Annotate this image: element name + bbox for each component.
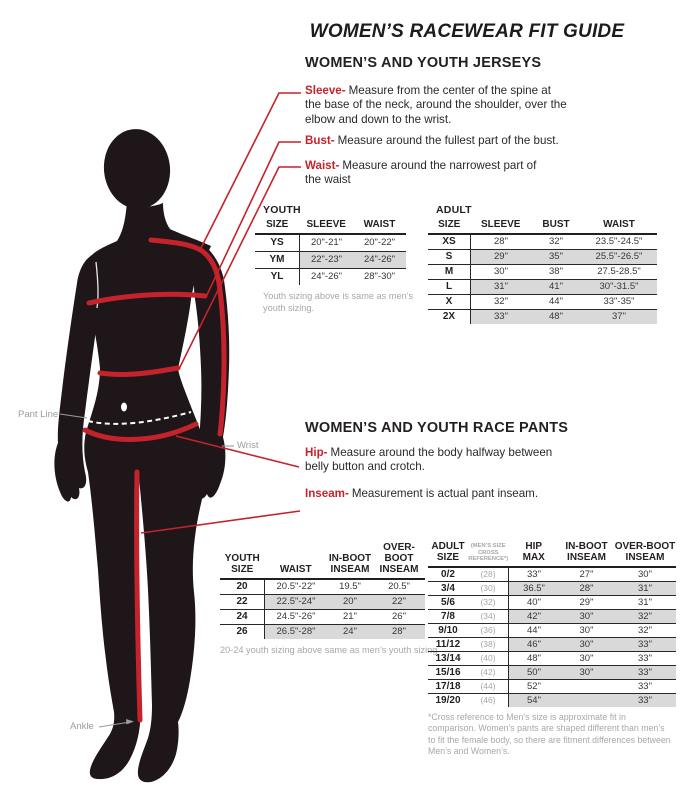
waist-term: Waist-: [305, 159, 340, 172]
table-row: [428, 637, 676, 651]
table-row: [220, 609, 425, 624]
table-cell: X: [428, 294, 471, 309]
table-cell: 15/16: [435, 666, 461, 678]
table-cell: 30"-31.5": [581, 279, 657, 294]
table-cell: (28): [468, 567, 509, 581]
table-cell: 46": [509, 637, 560, 651]
table-cell: (40): [468, 651, 509, 665]
table-cell: 5/6: [441, 596, 455, 608]
table-cell: YL: [255, 268, 300, 285]
table-cell: (32): [468, 595, 509, 609]
table-cell: 28"-30": [363, 271, 396, 283]
table-row: [428, 595, 676, 609]
table-cell: 22: [220, 594, 265, 609]
table-cell: 30": [559, 665, 614, 679]
youth-pants-table-block: [220, 542, 438, 657]
table-cell: 33": [614, 637, 676, 651]
table-cell: 36.5": [509, 581, 560, 595]
table-cell: 17/18: [435, 680, 461, 692]
table-cell: 24": [327, 624, 373, 639]
table-cell: 31": [638, 596, 652, 608]
table-cell: 24"-26": [353, 251, 406, 268]
table-cell: 29": [579, 596, 594, 608]
table-cell: 27.5-28.5": [597, 266, 641, 277]
table-cell: XS: [428, 234, 471, 249]
column-header: SIZE: [438, 219, 461, 230]
table-cell: 35": [531, 249, 581, 264]
wrist-label: Wrist: [237, 440, 259, 451]
table-cell: 30": [579, 624, 594, 636]
page-title: WOMEN’S RACEWEAR FIT GUIDE: [309, 21, 625, 42]
table-cell: 2X: [428, 309, 471, 324]
table-cell: 24"-26": [310, 271, 343, 283]
table-cell: 33": [527, 568, 541, 580]
table-cell: 30": [559, 637, 614, 651]
bust-term: Bust-: [305, 134, 335, 147]
adult-pants-size-table: [428, 541, 676, 707]
table-cell: (30): [468, 581, 509, 595]
table-cell: [559, 679, 614, 693]
table-row: [428, 309, 657, 324]
hip-term: Hip-: [305, 446, 328, 459]
table-cell: 32": [549, 236, 563, 248]
table-cell: 30": [559, 609, 614, 623]
table-cell: (46): [468, 693, 509, 707]
table-cell: 28": [373, 624, 425, 639]
table-cell: 30": [579, 652, 594, 664]
youth-pants-size-table: [220, 542, 425, 639]
table-cell: 11/12: [435, 638, 461, 650]
table-row: [428, 623, 676, 637]
table-cell: 33": [638, 680, 652, 692]
pant-line-label: Pant Line: [18, 409, 59, 420]
table-row: [255, 234, 406, 251]
adult-pants-table-block: [428, 541, 678, 758]
table-cell: 28": [494, 236, 508, 248]
table-cell: 33"-35": [603, 296, 635, 307]
table-row: [428, 679, 676, 693]
column-header: OVER-BOOT INSEAM: [614, 541, 676, 563]
table-row: [428, 279, 657, 294]
hip-measure-text: [305, 446, 573, 475]
table-row: [428, 234, 657, 249]
adult-jersey-caption: ADULT: [436, 204, 472, 216]
table-cell: 9/10: [438, 624, 458, 636]
table-cell: 42": [509, 609, 560, 623]
table-header-row: [428, 541, 676, 567]
table-cell: 31": [614, 581, 676, 595]
column-header: SIZE: [266, 219, 289, 230]
table-row: [428, 609, 676, 623]
table-cell: 33": [471, 309, 532, 324]
column-header: (MEN’S SIZE CROSS REFERENCE*): [468, 543, 509, 563]
table-row: [428, 567, 676, 581]
column-header: WAIST: [603, 219, 635, 230]
column-header: SLEEVE: [306, 219, 346, 230]
table-cell: S: [428, 249, 471, 264]
table-row: [220, 579, 425, 594]
column-header: OVER-BOOT INSEAM: [379, 542, 419, 575]
table-cell: (42): [468, 665, 509, 679]
table-row: [428, 651, 676, 665]
table-cell: 20": [327, 594, 373, 609]
column-header: HIP MAX: [522, 541, 545, 563]
sleeve-measure-text: [305, 84, 567, 127]
table-row: [428, 264, 657, 279]
table-cell: 25.5"-26.5": [581, 249, 657, 264]
table-cell: 38": [549, 266, 563, 277]
youth-jersey-note: Youth sizing above is same as men’s youth sizing.: [263, 291, 414, 313]
column-header: WAIST: [279, 564, 312, 575]
table-cell: 0/2: [441, 568, 455, 580]
table-cell: 20: [220, 579, 265, 594]
column-header: SLEEVE: [481, 219, 521, 230]
table-row: [220, 594, 425, 609]
table-header-row: [428, 219, 657, 234]
inseam-description: Measurement is actual pant inseam.: [351, 487, 539, 500]
table-row: [220, 624, 425, 639]
table-cell: 26: [220, 624, 265, 639]
table-cell: 22.5"-24": [265, 594, 328, 609]
table-cell: [559, 693, 614, 707]
table-cell: 30": [494, 266, 508, 277]
table-cell: 20"-21": [310, 237, 343, 249]
bust-description: Measure around the fullest part of the bust.: [337, 134, 559, 147]
youth-jersey-size-table: [255, 219, 406, 285]
adult-jersey-size-table: [428, 219, 657, 324]
inseam-term: Inseam-: [305, 487, 349, 500]
table-cell: 32": [614, 609, 676, 623]
table-cell: M: [428, 264, 471, 279]
table-cell: (34): [468, 609, 509, 623]
table-row: [255, 251, 406, 268]
table-cell: 23.5"-24.5": [595, 236, 643, 248]
table-cell: 20.5": [388, 581, 410, 593]
table-cell: 22": [373, 594, 425, 609]
pants-section-heading: WOMEN’S AND YOUTH RACE PANTS: [305, 420, 569, 436]
table-cell: (38): [468, 637, 509, 651]
table-cell: 40": [527, 596, 541, 608]
table-cell: 52": [527, 680, 541, 692]
table-cell: 27": [579, 568, 594, 580]
table-row: [255, 268, 406, 285]
column-header: IN-BOOT INSEAM: [565, 541, 608, 563]
adult-jersey-table-block: [428, 204, 658, 324]
column-header: YOUTH SIZE: [224, 553, 260, 575]
sleeve-description: Measure from the center of the spine at the base of the neck, around the shoulder, over the elbow and down to the wrist.: [305, 84, 567, 126]
table-cell: 20"-22": [363, 237, 396, 249]
table-row: [428, 693, 676, 707]
table-cell: 24.5"-26": [276, 611, 316, 622]
table-cell: 33": [614, 693, 676, 707]
table-cell: 33": [638, 652, 652, 664]
table-header-row: [220, 542, 425, 579]
waist-description: Measure around the narrowest part of the waist: [305, 159, 537, 187]
table-cell: 37": [581, 309, 657, 324]
youth-jersey-caption: YOUTH: [263, 204, 301, 216]
table-cell: YS: [255, 234, 300, 251]
table-cell: 22"-23": [300, 251, 354, 268]
table-cell: 20.5"-22": [276, 581, 316, 593]
table-cell: (44): [468, 679, 509, 693]
inseam-measure-text: [305, 487, 595, 501]
hip-description: Measure around the body halfway between belly button and crotch.: [305, 446, 553, 474]
table-cell: 21": [343, 611, 357, 622]
column-header: IN-BOOT INSEAM: [328, 553, 372, 575]
sleeve-term: Sleeve-: [305, 84, 346, 97]
table-cell: 31": [471, 279, 532, 294]
adult-pants-footnote: *Cross reference to Men’s size is approximate fit in comparison. Women’s pants are shaped different than men’s to fit the female body, so there are fitment differences between Men’s and Women’s.: [428, 712, 671, 757]
table-cell: YM: [255, 251, 300, 268]
figure-head: [100, 126, 174, 212]
table-cell: (36): [468, 623, 509, 637]
ankle-label: Ankle: [70, 721, 94, 732]
table-cell: 19.5": [339, 581, 361, 593]
table-cell: 30": [638, 568, 652, 580]
table-cell: 13/14: [435, 652, 461, 664]
inseam-measurement-line: [137, 472, 140, 720]
bust-measure-text: [305, 134, 605, 148]
table-cell: 50": [509, 665, 560, 679]
belly-button: [121, 403, 127, 412]
table-cell: 26.5"-28": [265, 624, 328, 639]
table-cell: 32": [638, 624, 652, 636]
table-cell: 19/20: [435, 694, 461, 706]
figure-torso-legs: [84, 200, 211, 782]
table-cell: 54": [509, 693, 560, 707]
table-cell: 32": [494, 296, 508, 307]
table-cell: 48": [527, 652, 541, 664]
waist-measure-text: [305, 159, 553, 188]
jerseys-section-heading: WOMEN’S AND YOUTH JERSEYS: [305, 55, 542, 71]
column-header: BUST: [542, 219, 570, 230]
table-cell: 24: [220, 609, 265, 624]
table-cell: L: [428, 279, 471, 294]
youth-pants-note: 20-24 youth sizing above same as men’s youth sizing: [220, 645, 438, 655]
table-row: [428, 249, 657, 264]
table-row: [428, 665, 676, 679]
table-cell: 44": [527, 624, 541, 636]
table-cell: 44": [549, 296, 563, 307]
table-cell: 33": [614, 665, 676, 679]
column-header: ADULT SIZE: [431, 541, 465, 563]
table-cell: 3/4: [441, 582, 455, 594]
table-header-row: [255, 219, 406, 234]
table-cell: 26": [392, 611, 406, 622]
table-cell: 7/8: [441, 610, 455, 622]
table-cell: 29": [471, 249, 532, 264]
table-cell: 41": [531, 279, 581, 294]
table-cell: 28": [559, 581, 614, 595]
table-row: [428, 581, 676, 595]
table-cell: 48": [531, 309, 581, 324]
column-header: WAIST: [363, 219, 396, 230]
table-row: [428, 294, 657, 309]
youth-jersey-table-block: [255, 204, 420, 314]
